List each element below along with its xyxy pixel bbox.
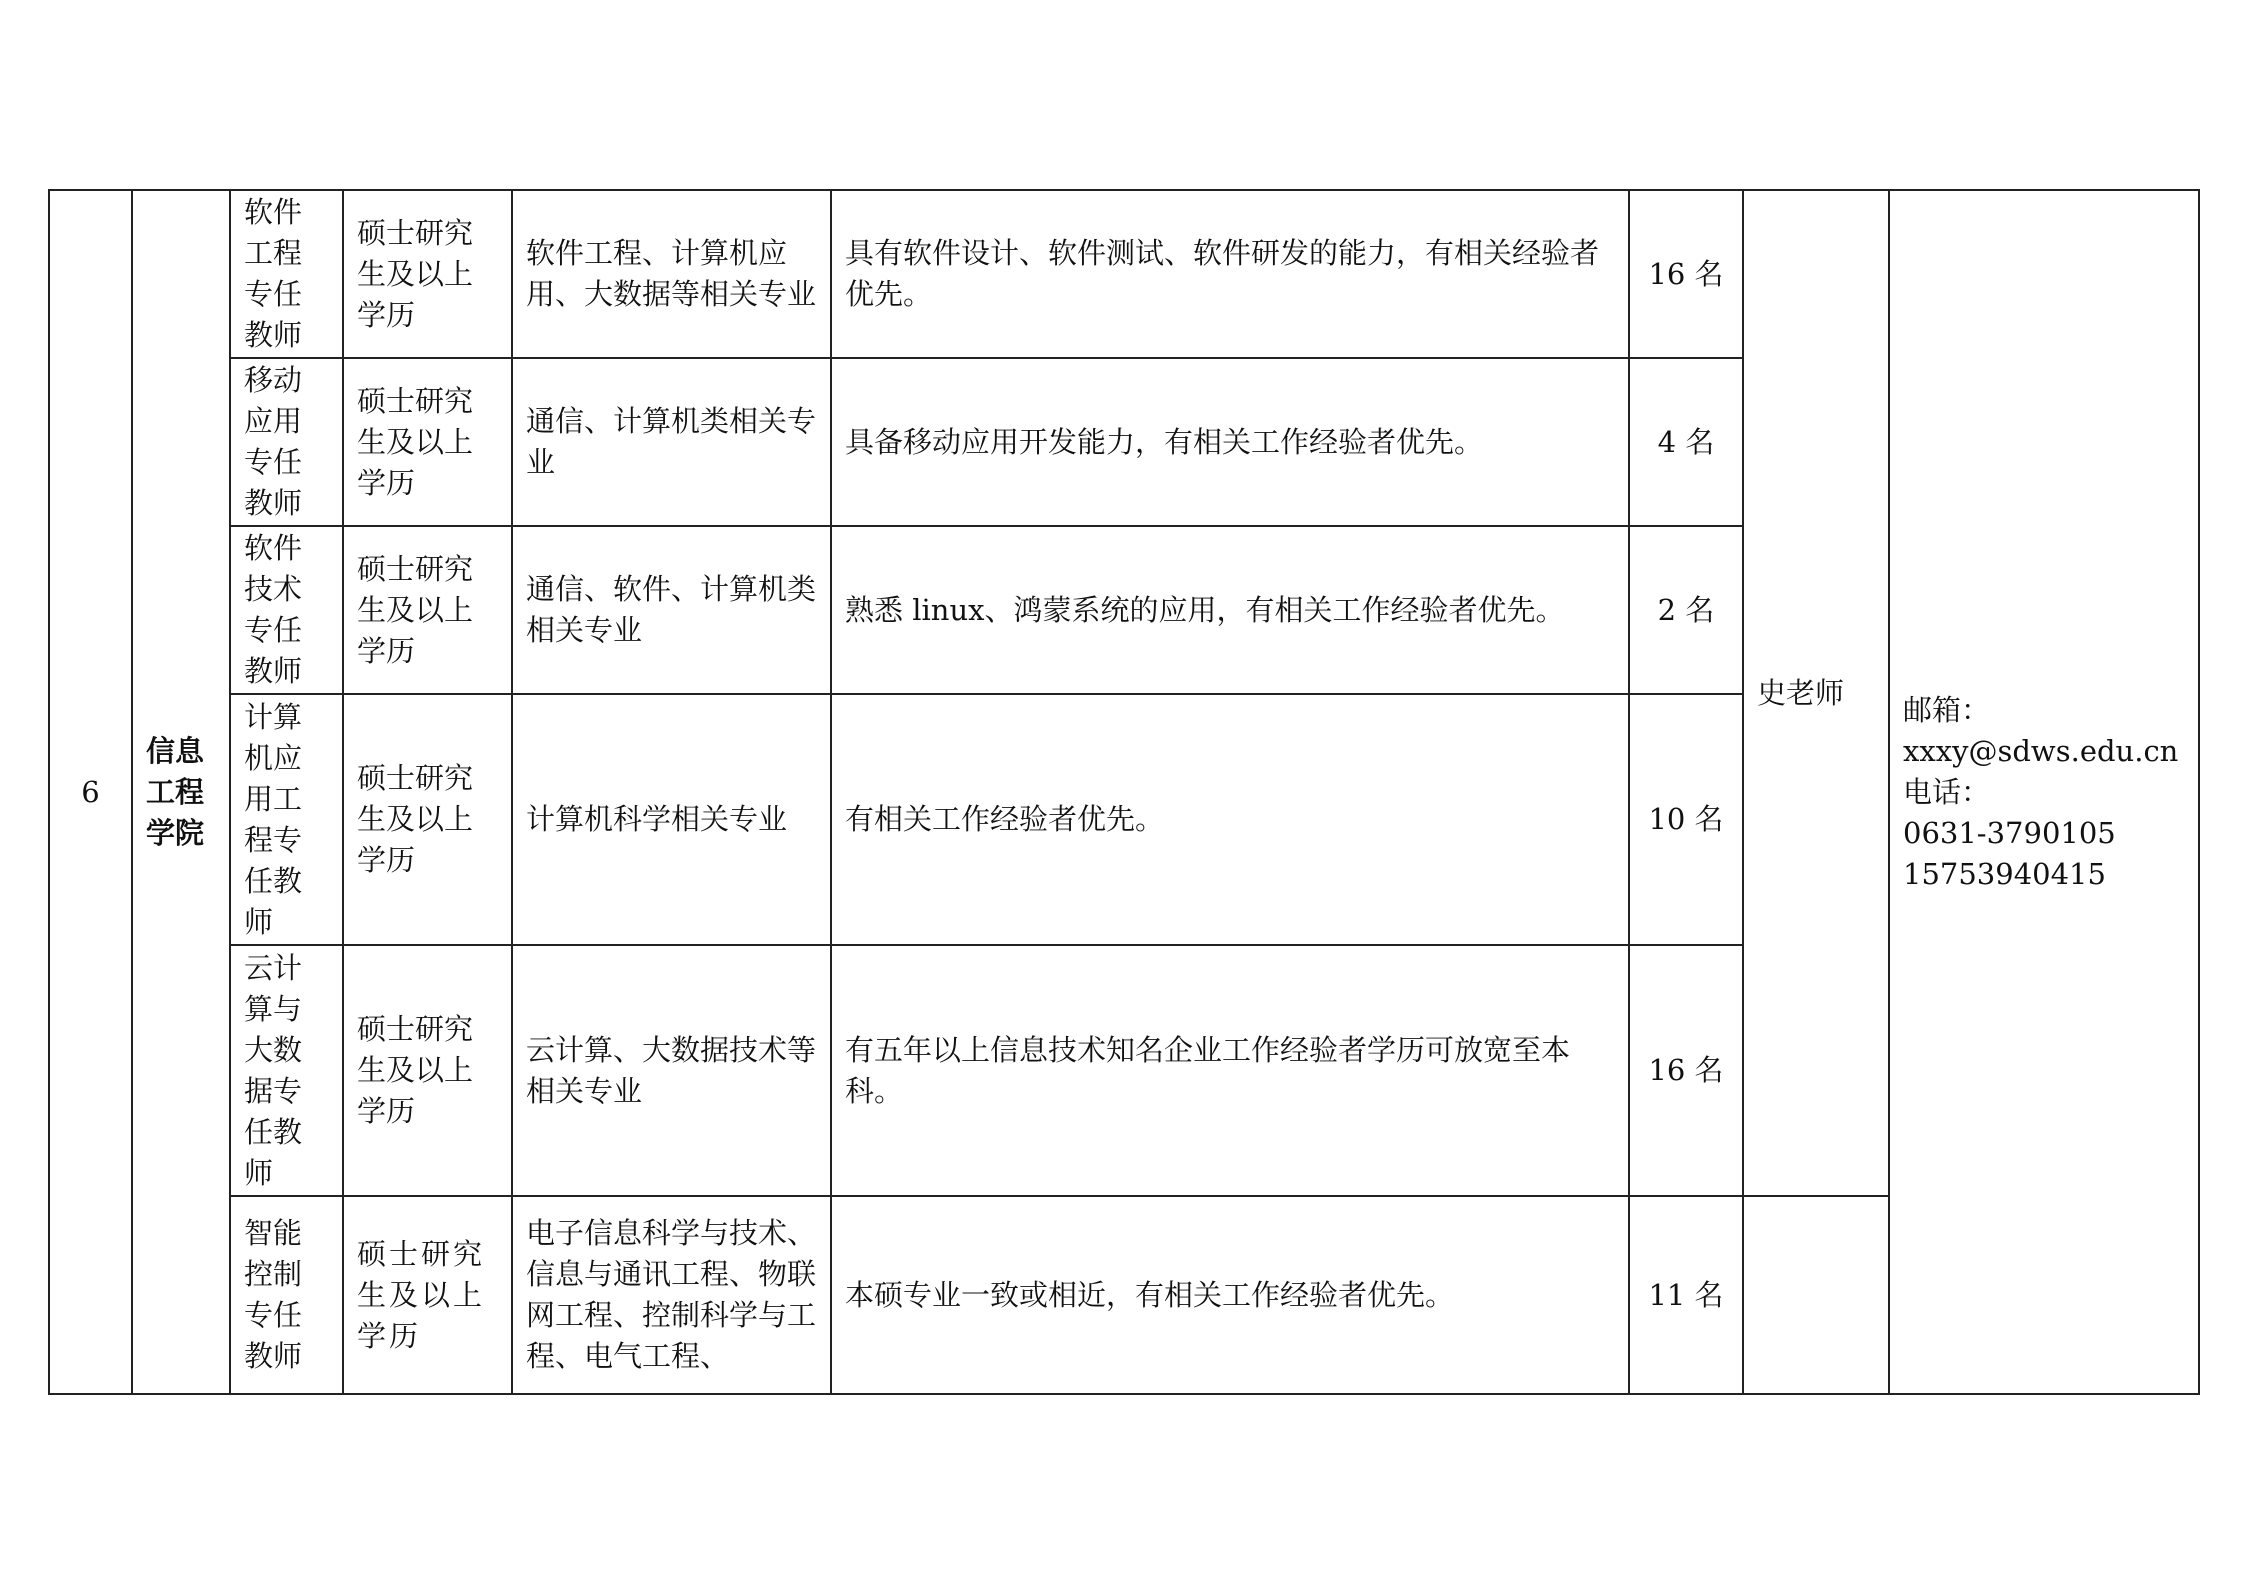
recruitment-table — [48, 189, 2200, 1395]
education-cell: 硕士研究生及以上学历 — [343, 694, 512, 945]
position-line: 专任 — [244, 277, 303, 311]
position-line: 云计 — [244, 950, 303, 985]
count-cell: 2 名 — [1629, 526, 1743, 694]
row-number-cell: 6 — [49, 190, 132, 1394]
requirement-cell: 本硕专业一致或相近，有相关工作经验者优先。 — [831, 1196, 1629, 1394]
position-line: 师 — [244, 904, 274, 939]
requirement-cell: 具有软件设计、软件测试、软件研发的能力，有相关经验者优先。 — [831, 190, 1629, 358]
education-cell: 硕士研究生及以上学历 — [343, 1196, 512, 1394]
position-line: 程专 — [244, 822, 303, 857]
position-cell — [230, 1196, 343, 1394]
contact-person-cell: 史老师 — [1743, 190, 1889, 1196]
position-cell — [230, 526, 343, 694]
position-cell — [230, 358, 343, 526]
position-line: 教师 — [244, 1339, 303, 1373]
position-line: 计算 — [244, 699, 303, 734]
position-line: 教师 — [244, 654, 303, 688]
position-line: 控制 — [244, 1257, 303, 1291]
phone-label: 电话： — [1903, 774, 1991, 809]
position-line: 专任 — [244, 613, 303, 647]
position-cell — [230, 190, 343, 358]
requirement-cell: 有五年以上信息技术知名企业工作经验者学历可放宽至本科。 — [831, 945, 1629, 1196]
major-cell: 电子信息科学与技术、信息与通讯工程、物联网工程、控制科学与工程、电气工程、 — [512, 1196, 831, 1394]
phone-number: 0631-3790105 — [1903, 815, 2116, 850]
major-cell: 通信、软件、计算机类相关专业 — [512, 526, 831, 694]
requirement-cell: 熟悉 linux、鸿蒙系统的应用，有相关工作经验者优先。 — [831, 526, 1629, 694]
count-cell: 16 名 — [1629, 945, 1743, 1196]
count-cell: 16 名 — [1629, 190, 1743, 358]
count-cell: 10 名 — [1629, 694, 1743, 945]
position-line: 软件 — [244, 195, 303, 229]
position-cell — [230, 945, 343, 1196]
email-address: xxxy@sdws.edu.cn — [1903, 733, 2179, 768]
position-line: 教师 — [244, 318, 303, 352]
education-cell: 硕士研究生及以上学历 — [343, 190, 512, 358]
position-line: 任教 — [244, 1114, 303, 1149]
contact-person-cell-empty — [1743, 1196, 1889, 1394]
department-cell: 信息工程学院 — [132, 190, 230, 1394]
education-cell: 硕士研究生及以上学历 — [343, 945, 512, 1196]
count-cell: 11 名 — [1629, 1196, 1743, 1394]
position-line: 软件 — [244, 531, 303, 565]
position-line: 据专 — [244, 1073, 303, 1108]
position-line: 任教 — [244, 863, 303, 898]
position-cell — [230, 694, 343, 945]
count-cell: 4 名 — [1629, 358, 1743, 526]
position-line: 教师 — [244, 486, 303, 520]
position-line: 算与 — [244, 991, 303, 1026]
email-label: 邮箱： — [1903, 692, 1991, 727]
major-cell: 通信、计算机类相关专业 — [512, 358, 831, 526]
major-cell: 云计算、大数据技术等相关专业 — [512, 945, 831, 1196]
position-line: 用工 — [244, 781, 303, 816]
position-line: 机应 — [244, 740, 303, 775]
position-line: 师 — [244, 1155, 274, 1190]
requirement-cell: 有相关工作经验者优先。 — [831, 694, 1629, 945]
position-line: 移动 — [244, 363, 303, 397]
table-row — [49, 1196, 2199, 1394]
position-line: 技术 — [244, 572, 303, 606]
position-line: 专任 — [244, 1298, 303, 1332]
major-cell: 软件工程、计算机应用、大数据等相关专业 — [512, 190, 831, 358]
position-line: 智能 — [244, 1216, 303, 1250]
table-row — [49, 190, 2199, 358]
requirement-cell: 具备移动应用开发能力，有相关工作经验者优先。 — [831, 358, 1629, 526]
position-line: 应用 — [244, 404, 303, 438]
education-cell: 硕士研究生及以上学历 — [343, 358, 512, 526]
major-cell: 计算机科学相关专业 — [512, 694, 831, 945]
position-line: 工程 — [244, 236, 303, 270]
position-line: 大数 — [244, 1032, 303, 1067]
position-line: 专任 — [244, 445, 303, 479]
mobile-number: 15753940415 — [1903, 856, 2106, 891]
contact-info-cell — [1889, 190, 2199, 1394]
education-cell: 硕士研究生及以上学历 — [343, 526, 512, 694]
